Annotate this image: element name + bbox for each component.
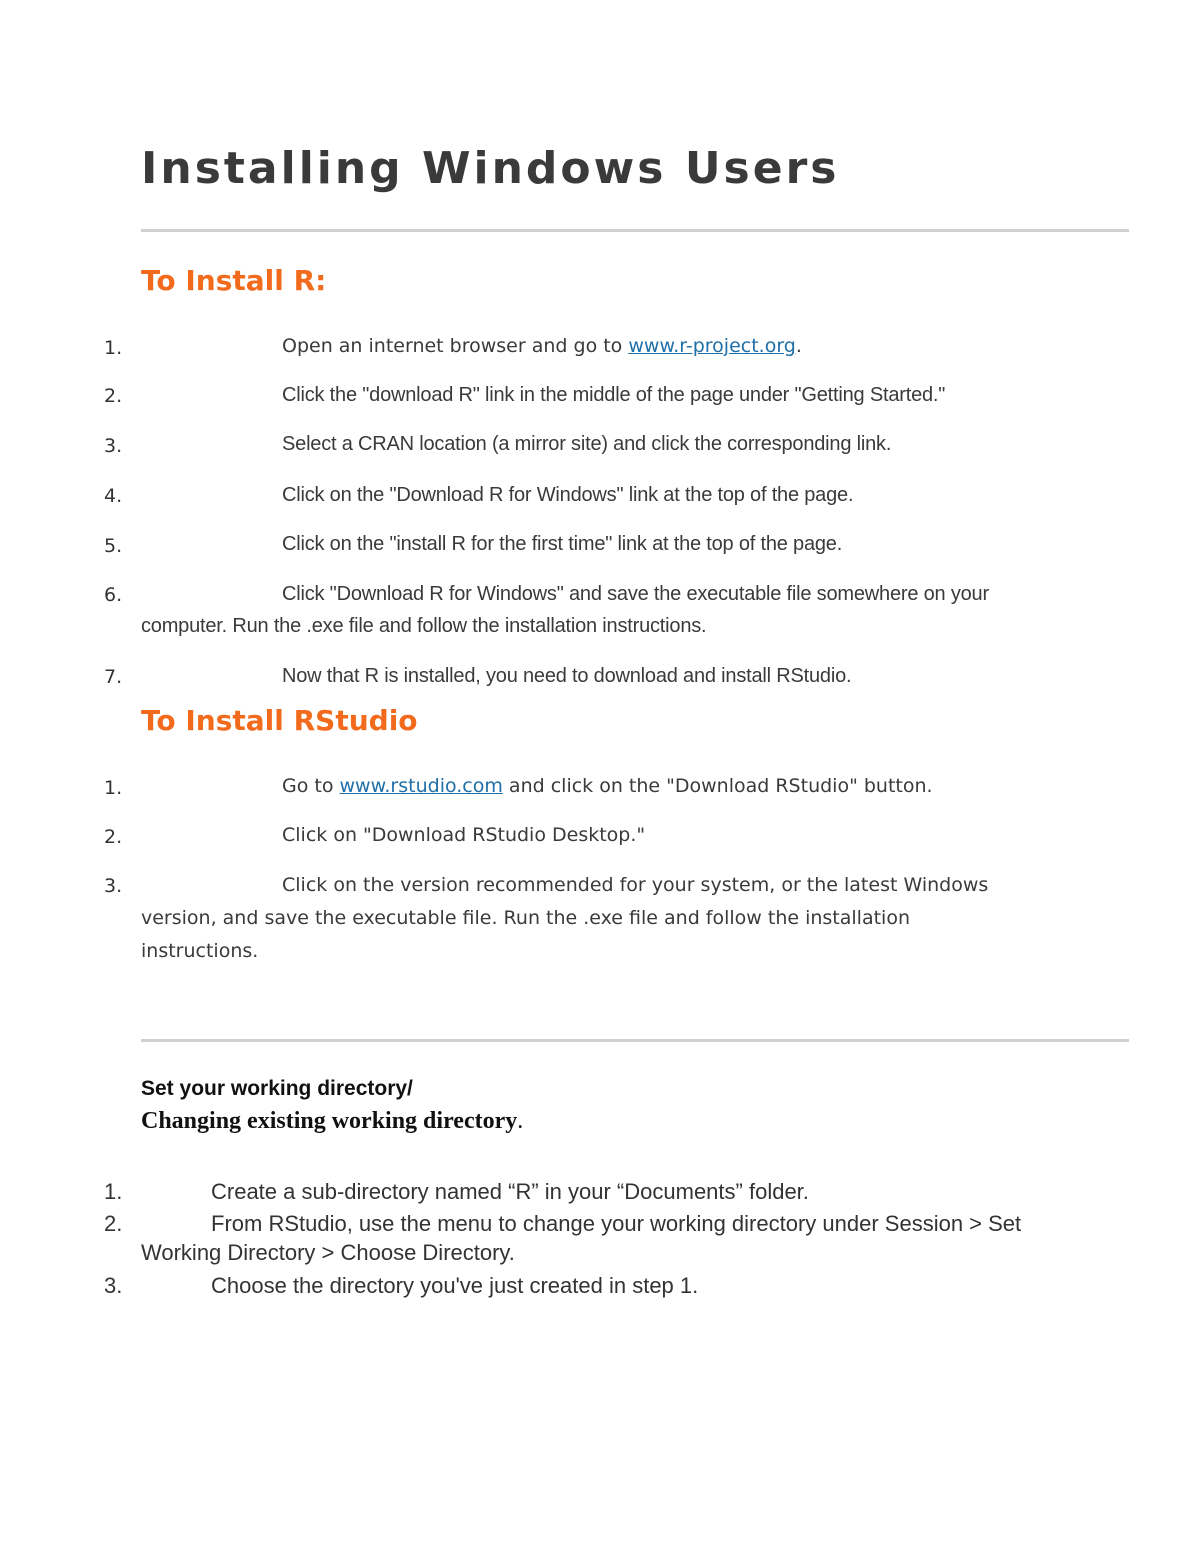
install-rstudio-step-3-continuation-2: instructions.: [141, 940, 259, 962]
divider-bottom: [141, 1039, 1129, 1042]
step-number: 4.: [104, 485, 123, 507]
step-number: 7.: [104, 666, 123, 688]
working-dir-step-3: Choose the directory you've just created in step 1.: [211, 1273, 699, 1298]
step-number: 1.: [104, 1179, 123, 1204]
step-number: 3.: [104, 875, 123, 897]
install-r-step-1: [282, 334, 802, 358]
install-rstudio-step-3: Click on the version recommended for your system, or the latest Windows: [282, 874, 989, 896]
step-number: 3.: [104, 435, 123, 457]
step-number: 2.: [104, 385, 123, 407]
step-number: 5.: [104, 535, 123, 557]
install-r-step-7: Now that R is installed, you need to download and install RStudio.: [282, 665, 852, 687]
rstudio-link[interactable]: www.rstudio.com: [339, 775, 503, 797]
heading-working-directory: Set your working directory/: [141, 1077, 413, 1100]
step-number: 2.: [104, 826, 123, 848]
step-number: 6.: [104, 584, 123, 606]
working-dir-step-1: Create a sub-directory named “R” in your “Documents” folder.: [211, 1179, 809, 1204]
working-dir-step-2: From RStudio, use the menu to change your working directory under Session > Set: [211, 1211, 1022, 1236]
step-number: 1.: [104, 337, 123, 359]
subheading-period: .: [517, 1108, 524, 1134]
install-r-step-3: Select a CRAN location (a mirror site) and click the corresponding link.: [282, 433, 892, 455]
install-r-step-2: Click the "download R" link in the middle of the page under "Getting Started.": [282, 384, 946, 406]
step-text: Go to: [282, 775, 340, 797]
install-r-step-6-continuation: computer. Run the .exe file and follow the installation instructions.: [141, 615, 707, 637]
subheading-changing-directory: [141, 1106, 523, 1136]
page-title: Installing Windows Users: [141, 143, 840, 194]
r-project-link[interactable]: www.r-project.org: [628, 335, 796, 357]
heading-install-r: To Install R:: [141, 264, 327, 297]
step-number: 3.: [104, 1273, 123, 1298]
install-rstudio-step-2: Click on "Download RStudio Desktop.": [282, 824, 646, 846]
heading-install-rstudio: To Install RStudio: [141, 704, 418, 737]
step-number: 2.: [104, 1211, 123, 1236]
install-r-step-6: Click "Download R for Windows" and save the executable file somewhere on your: [282, 583, 989, 605]
divider-top: [141, 229, 1129, 232]
install-r-step-4: Click on the "Download R for Windows" link at the top of the page.: [282, 484, 854, 506]
working-dir-step-2-continuation: Working Directory > Choose Directory.: [141, 1240, 515, 1265]
install-rstudio-step-1: [282, 774, 933, 798]
step-text-suffix: and click on the "Download RStudio" button.: [502, 775, 933, 797]
step-text: Open an internet browser and go to: [282, 335, 629, 357]
install-r-step-5: Click on the "install R for the first time" link at the top of the page.: [282, 533, 843, 555]
step-text-suffix: .: [795, 335, 802, 357]
subheading-text: Changing existing working directory: [141, 1108, 518, 1134]
install-rstudio-step-3-continuation: version, and save the executable file. Run the .exe file and follow the installation: [141, 907, 910, 929]
step-number: 1.: [104, 777, 123, 799]
